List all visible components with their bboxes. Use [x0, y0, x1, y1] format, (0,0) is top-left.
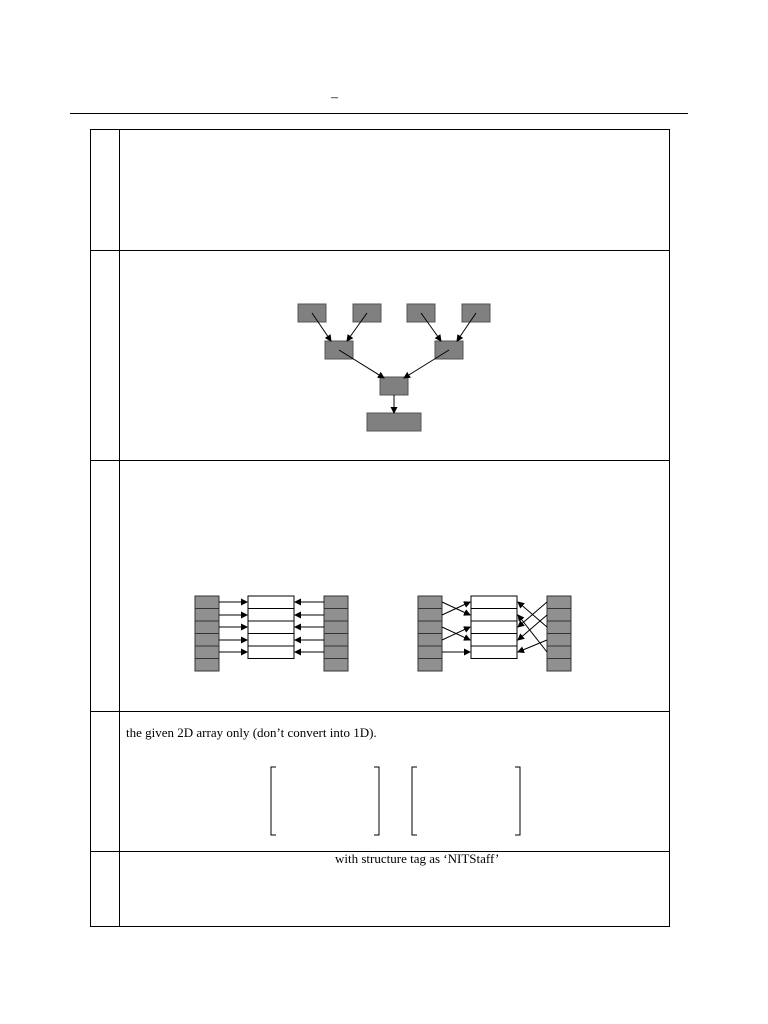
row-4-text: the given 2D array only (don’t convert into 1D). [126, 725, 377, 740]
header-mark: – [331, 90, 338, 105]
matrix-1-left-bracket [271, 767, 276, 835]
row-5-text: with structure tag as ‘NITStaff’ [335, 851, 500, 866]
tree-node-root [380, 377, 408, 395]
matrix-2-left-bracket [412, 767, 417, 835]
matrix-2-right-bracket [515, 767, 520, 835]
matrix-brackets [271, 767, 520, 835]
array-diagram-crossed [418, 596, 571, 671]
matrix-1-right-bracket [374, 767, 379, 835]
array-diagram-direct [195, 596, 348, 671]
tree-node-result [367, 413, 421, 431]
tree-diagram [298, 304, 490, 431]
